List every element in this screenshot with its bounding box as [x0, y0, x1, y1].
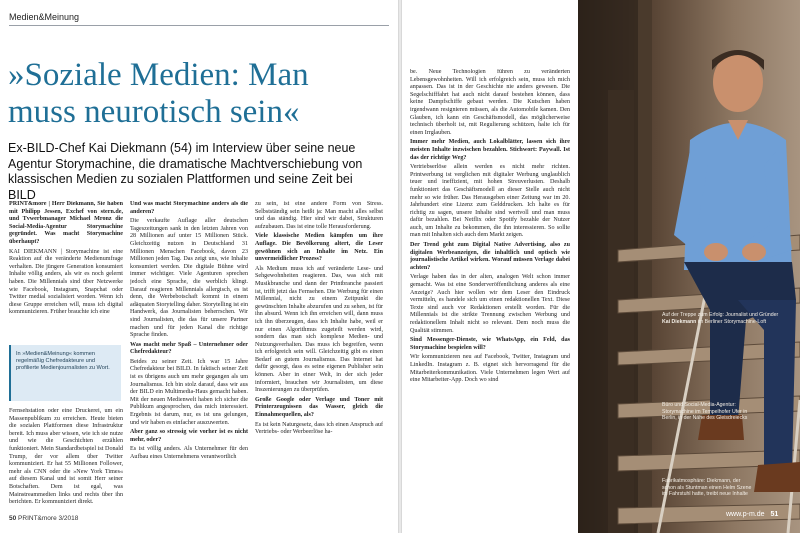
- left-folio: [9, 515, 78, 522]
- magazine-name: PRINT&more: [18, 515, 57, 522]
- interview-question: Große Google oder Verlage und Toner mit Printerzeugnissen das Wasser, gleich die Einnahmequellen, als?: [255, 396, 383, 419]
- left-page-number: 50: [9, 515, 17, 522]
- interview-question: Und was macht Storymachine anders als die anderen?: [130, 201, 248, 215]
- interview-answer: Vertriebserlöse allein werden es nicht mehr richten. Printwerbung ist verglichen mit digitaler Werbung unglaublich teuer und ineffizient, mit hohen Streuverlusten. Deshalb funktioniert das Geschäftsmodell an dieser Stelle auch nicht mehr so wie früher. Das Herausgeben einer Zeitung war im 20. Jahrhundert eine Lizenz zum Gelddrucken. Ich halte es für richtig zu sagen, unsere Inhalte sind wertvoll und man muss dafür bezahlen. Bei Netflix oder Spotify bezahle der Nutzer auch, um Inhalte zu bekommen, die ihn interessieren. So sollte man mit Inhalten sich auch dem Markt zeigen.: [410, 164, 570, 239]
- interview-answer: zu sein, ist eine andere Form von Stress. Selbstständig sein heißt ja: Man macht alles selbst und das ständig. Hier sind wir dabei, Strukturen aufzubauen. Das ist eine tolle Herausforderung.: [255, 201, 383, 230]
- interview-answer: Es ist völlig anders. Als Unternehmer für den Aufbau eines Unternehmens verantwortlich: [130, 446, 248, 460]
- caption-text: Auf der Treppe zum Erfolg: Journalist und Gründer: [662, 312, 779, 318]
- right-folio: [726, 511, 778, 518]
- portrait-illustration: [578, 0, 800, 533]
- interview-question: Was macht mehr Spaß – Unternehmer oder Chefredakteur?: [130, 341, 248, 356]
- headline: »Soziale Medien: Man muss neurotisch sein«: [8, 57, 309, 130]
- interview-answer: Verlage haben das in der alten, analogen Welt schon immer gemacht. Was ist eine Sonderveröffentlichung anderes als eine Anzeige? Auch hier wollen wir dem Leser den Eindruck vermitteln, es handele sich um einen redaktionellen Text. Diese Texte sind auch vor Redaktionen erstellt worden. Für die Millennials ist die strikte Trennung zwischen Werbung und redaktionellem Inhalt nicht so relevant. Dem noch muss die Qualität stimmen.: [410, 274, 570, 334]
- interview-answer: Wir kommunizieren neu auf Facebook, Twitter, Instagram und LinkedIn. Instagram z. B. eignet sich hervorragend für die Mitarbeiterkommunikation. Viele Unternehmen legen Wert auf eine Mitarbeiter-App. Doch wo sind: [410, 354, 570, 384]
- interview-question: Sind Messenger-Dienste, wie WhatsApp, ein Feld, das Storymachine bespielen will?: [410, 337, 570, 351]
- photo-caption-main: [662, 312, 782, 325]
- photo-caption-office: Büro und Social-Media-Agentur: Storymachine im Tempelhofer Ufer in Berlin, in der Nähe des Gleisdreiecks: [662, 402, 748, 422]
- interview-answer: Die verkaufte Auflage aller deutschen Tageszeitungen sank in den letzten Jahren von 28 Millionen auf unter 15 Millionen Stück. Gleichzeitig nutzen in Deutschland 31 Millionen Menschen Facebook, davon 23 Millionen jeden Tag. Das zeigt uns, wie Inhalte konsumiert werden. Die digitale Bühne wird immer wichtiger. Viele Agenturen sprechen jedoch eine Sprache, die werblich klingt. Darauf reagieren Millennials allergisch, es ist denn, die Werbebotschaft kommt in einem adäquaten Storytelling daher. Storytelling ist ein Handwerk, das Journalisten beherrschen. Wir sind Journalisten, die das für unsere Partner machen und für jeden Kanal die richtige Sprache finden.: [130, 218, 248, 339]
- article-column-3: [255, 201, 383, 513]
- portrait-photo: [578, 0, 800, 533]
- issue-number: 3/2018: [58, 515, 79, 522]
- interview-question: Immer mehr Medien, auch Lokalblätter, lassen sich ihre meisten Inhalte inzwischen bezahlen. Stichwort: Paywall. Ist das der richtige Weg?: [410, 139, 570, 161]
- website-url: www.p-m.de: [726, 511, 765, 518]
- interview-answer: Fernsehstation oder eine Druckerei, um ein Massenpublikum zu erreichen. Heute bieten die sozialen Plattformen diese Infrastruktur bereit. Ich muss aber wissen, wie ich sie nutze und wie die Geschichten erzählen funktioniert. Mein Standardbeispiel ist Donald Trump, der vor allem über Twitter kommuniziert. Er hat 55 Millionen Follower, mehr als CNN oder die »New York Times« auf diesem Kanal und ist somit Herr seiner Botschaften. Dem ist egal, was Mainstreammedien links und rechts über ihn berichten. Er kommuniziert direkt.: [9, 408, 123, 506]
- interview-answer: KAI DIEKMANN | Storymachine ist eine Reaktion auf die veränderte Medienumfrage verhalten. Die jüngere Generation konsumiert Inhalte völlig anders, als wir es noch gelernt haben. Die Millennials sind über Netzwerke wie Facebook, Instagram, Snapchat oder Twitter medial sozialisiert worden. Wenn ich diese Gruppe erreichen will, muss ich digital kommunizieren. Früher brauchte ich eine: [9, 248, 123, 316]
- interview-answer: Es ist kein Naturgesetz, dass ich einen Anspruch auf Vertriebs- oder Werbeerlöse ha-: [255, 421, 383, 436]
- interview-question: Viele klassische Medien kämpfen um ihre Auflage. Die Bevölkerung altert, die Leser gewöhnen sich an Inhalte im Netz. Ein unvermeidlicher Prozess?: [255, 233, 383, 263]
- right-text-frame: [402, 0, 578, 533]
- article-column-1-continued: [9, 408, 123, 513]
- subheadline: Ex-BILD-Chef Kai Diekmann (54) im Interview über seine neue Agentur Storymachine, die dramatische Machtverschiebung von klassischen Medien zu sozialen Plattformen und seine Zeit bei BILD: [8, 141, 363, 202]
- interview-question: Der Trend geht zum Digital Native Advertising, also zu digitalen Werbeanzeigen, die inhaltlich und optisch wie journalistische Artikel wirken. Worauf müssen Verlage dabei achten?: [410, 242, 570, 271]
- caption-text-end: im Berliner Storymachine-Loft: [696, 318, 767, 325]
- info-box: In »Medien&Meinung« kommen regelmäßig Chefredakteure und profilierte Medienjournalisten zu Wort.: [9, 345, 121, 401]
- photo-caption-atmosphere: Fabrikatmosphäre: Diekmann, der schon als Stuntman einen Helm Szene im Fahrstuhl hatte, treibt neue Inhalte: [662, 478, 752, 498]
- interview-question: PRINT&more | Herr Diekmann, Sie haben mit Philipp Jessen, Exchef von stern.de, und Tvwerbmanager Michael Mronz die Social-Media-Agentur Storymachine gegründet. Was macht Storymachine überhaupt?: [9, 201, 123, 245]
- article-column-1: [9, 201, 123, 342]
- article-column-4: [410, 69, 570, 509]
- interview-question: Aber ganz so stressig wie vorher ist es nicht mehr, oder?: [130, 429, 248, 443]
- caption-person-name: Kai Diekmann: [662, 318, 697, 325]
- section-label: Medien&Meinung: [9, 12, 389, 26]
- article-column-2: [130, 201, 248, 513]
- interview-answer: be. Neue Technologien führen zu veränderten Lebensgewohnheiten. Will ich erfolgreich sein, muss ich mich anpassen. Das ist in der Geschichte nie anders gewesen. Die Segelschifffahrt hat auch nicht darauf bestehen können, dass keine Dampfschiffe gebaut werden. Die Kutschen haben irgendwann resignieren müssen, als die Automobile kamen. Den Glauben, ich kann ein Geschäftsmodell, das möglicherweise technisch überholt ist, mit Regulierung schützen, halte ich für einen Irrglauben.: [410, 69, 570, 136]
- right-page-number: 51: [770, 511, 779, 518]
- interview-answer: Als Medium muss ich auf veränderte Lese- und Sehgewohnheiten reagieren. Das, was sich mit Musikbranche und dann der Printbranche passiert ist, trifft jetzt das Fernsehen. Die Werbung für einen Millennial, nicht zu einem Zeitpunkt die gewünschten Inhalte abzurufen und zu sehen, ist für ihn absurd. Wenn ich ihn erreichen will, dann muss ich ihn überzeugen, dass ich Inhalte habe, weil er nur einen Algorithmus zugeteilt werden wird, sondern das man sich komplexe Medien- und Nutzungsverhalten. Das muss ich begreifen, wenn ich erfolgreich sein will. Gleichzeitig gibt es einen Bedarf an gutem Journalismus. Das Internet hat dafür gesorgt, dass es seine eigenen Publisher sein können. Aber in einer Welt, in der sich jeder informiert, brauchen wir Journalisten, um diese Inszenierungen zu überprüfen.: [255, 265, 383, 394]
- interview-answer: Beides zu seiner Zeit. Ich war 15 Jahre Chefredakteur bei BILD. In faktisch seiner Zeit ist es übrigens auch um mehr gegangen als um Journalismus. Ich bin stolz darauf, dass wir aus der BILD ein Multimedia-Haus gemacht haben. Mit der neuen Medienwelt haben ich sicher die Publikum angesprochen, das mich interessiert. Ergebnis ist darum, nur, es ist uns gelungen, und wir haben es einfacher auszuwerten.: [130, 358, 248, 426]
